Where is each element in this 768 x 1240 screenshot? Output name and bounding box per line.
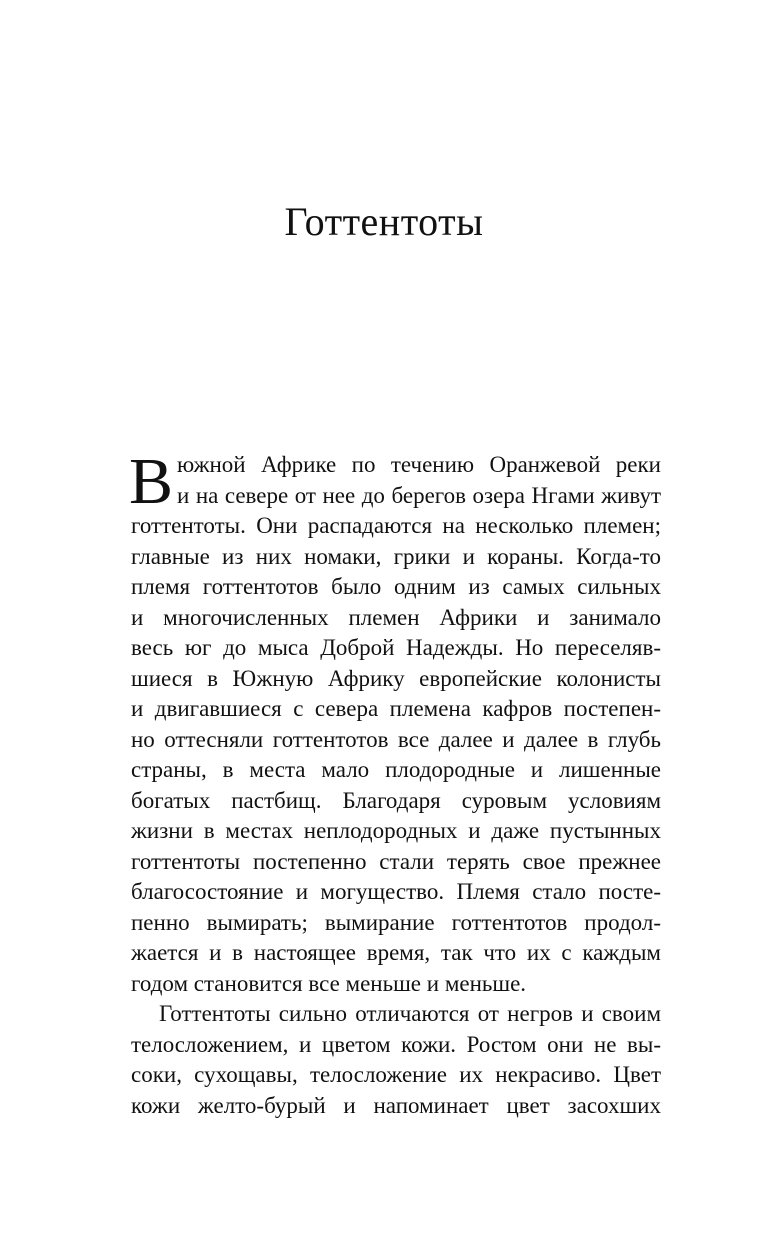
- paragraph-2: [131, 999, 661, 1121]
- text-line: главные из них номаки, грики и кораны. Когда-то: [131, 543, 661, 569]
- text-line: и на севере от нее до берегов озера Нгами живут: [177, 482, 661, 508]
- chapter-title: Готтентоты: [284, 199, 484, 244]
- text-line: богатых пастбищ. Благодаря суровым условиям: [131, 787, 661, 813]
- text-line: благосостояние и могущество. Племя стало посте-: [131, 879, 661, 904]
- text-line: жается и в настоящее время, так что их с каждым: [131, 940, 661, 965]
- text-line: пенно вымирать; вымирание готтентотов продол-: [131, 909, 661, 935]
- text-line: и многочисленных племен Африки и занимало: [131, 604, 661, 630]
- drop-cap: В: [129, 445, 174, 518]
- text-line: племя готтентотов было одним из самых сильных: [131, 574, 661, 599]
- text-line: страны, в места мало плодородные и лишенные: [131, 757, 661, 782]
- text-line: готтентоты. Они распадаются на несколько племен;: [131, 513, 661, 538]
- text-line: и двигавшиеся с севера племена кафров постепен-: [131, 696, 661, 721]
- text-line: готтентоты постепенно стали терять свое прежнее: [131, 848, 661, 874]
- text-line: Готтентоты сильно отличаются от негров и своим: [159, 1001, 661, 1026]
- text-line: годом становится все меньше и меньше.: [131, 970, 527, 996]
- text-line: телосложением, и цветом кожи. Ростом они не вы-: [131, 1031, 661, 1057]
- text-line: жизни в местах неплодородных и даже пустынных: [131, 818, 661, 843]
- text-line: кожи желто-бурый и напоминает цвет засохших: [131, 1092, 661, 1118]
- text-line: шиеся в Южную Африку европейские колонисты: [131, 665, 661, 691]
- text-line: соки, сухощавы, телосложение их некрасиво. Цвет: [131, 1062, 661, 1087]
- text-line: весь юг до мыса Доброй Надежды. Но переселяв-: [131, 635, 661, 660]
- paragraph-1: [129, 445, 661, 999]
- chapter-body: [129, 445, 661, 1121]
- text-line: но оттесняли готтентотов все далее и далее в глубь: [131, 726, 661, 752]
- text-line: южной Африке по течению Оранжевой реки: [177, 452, 661, 477]
